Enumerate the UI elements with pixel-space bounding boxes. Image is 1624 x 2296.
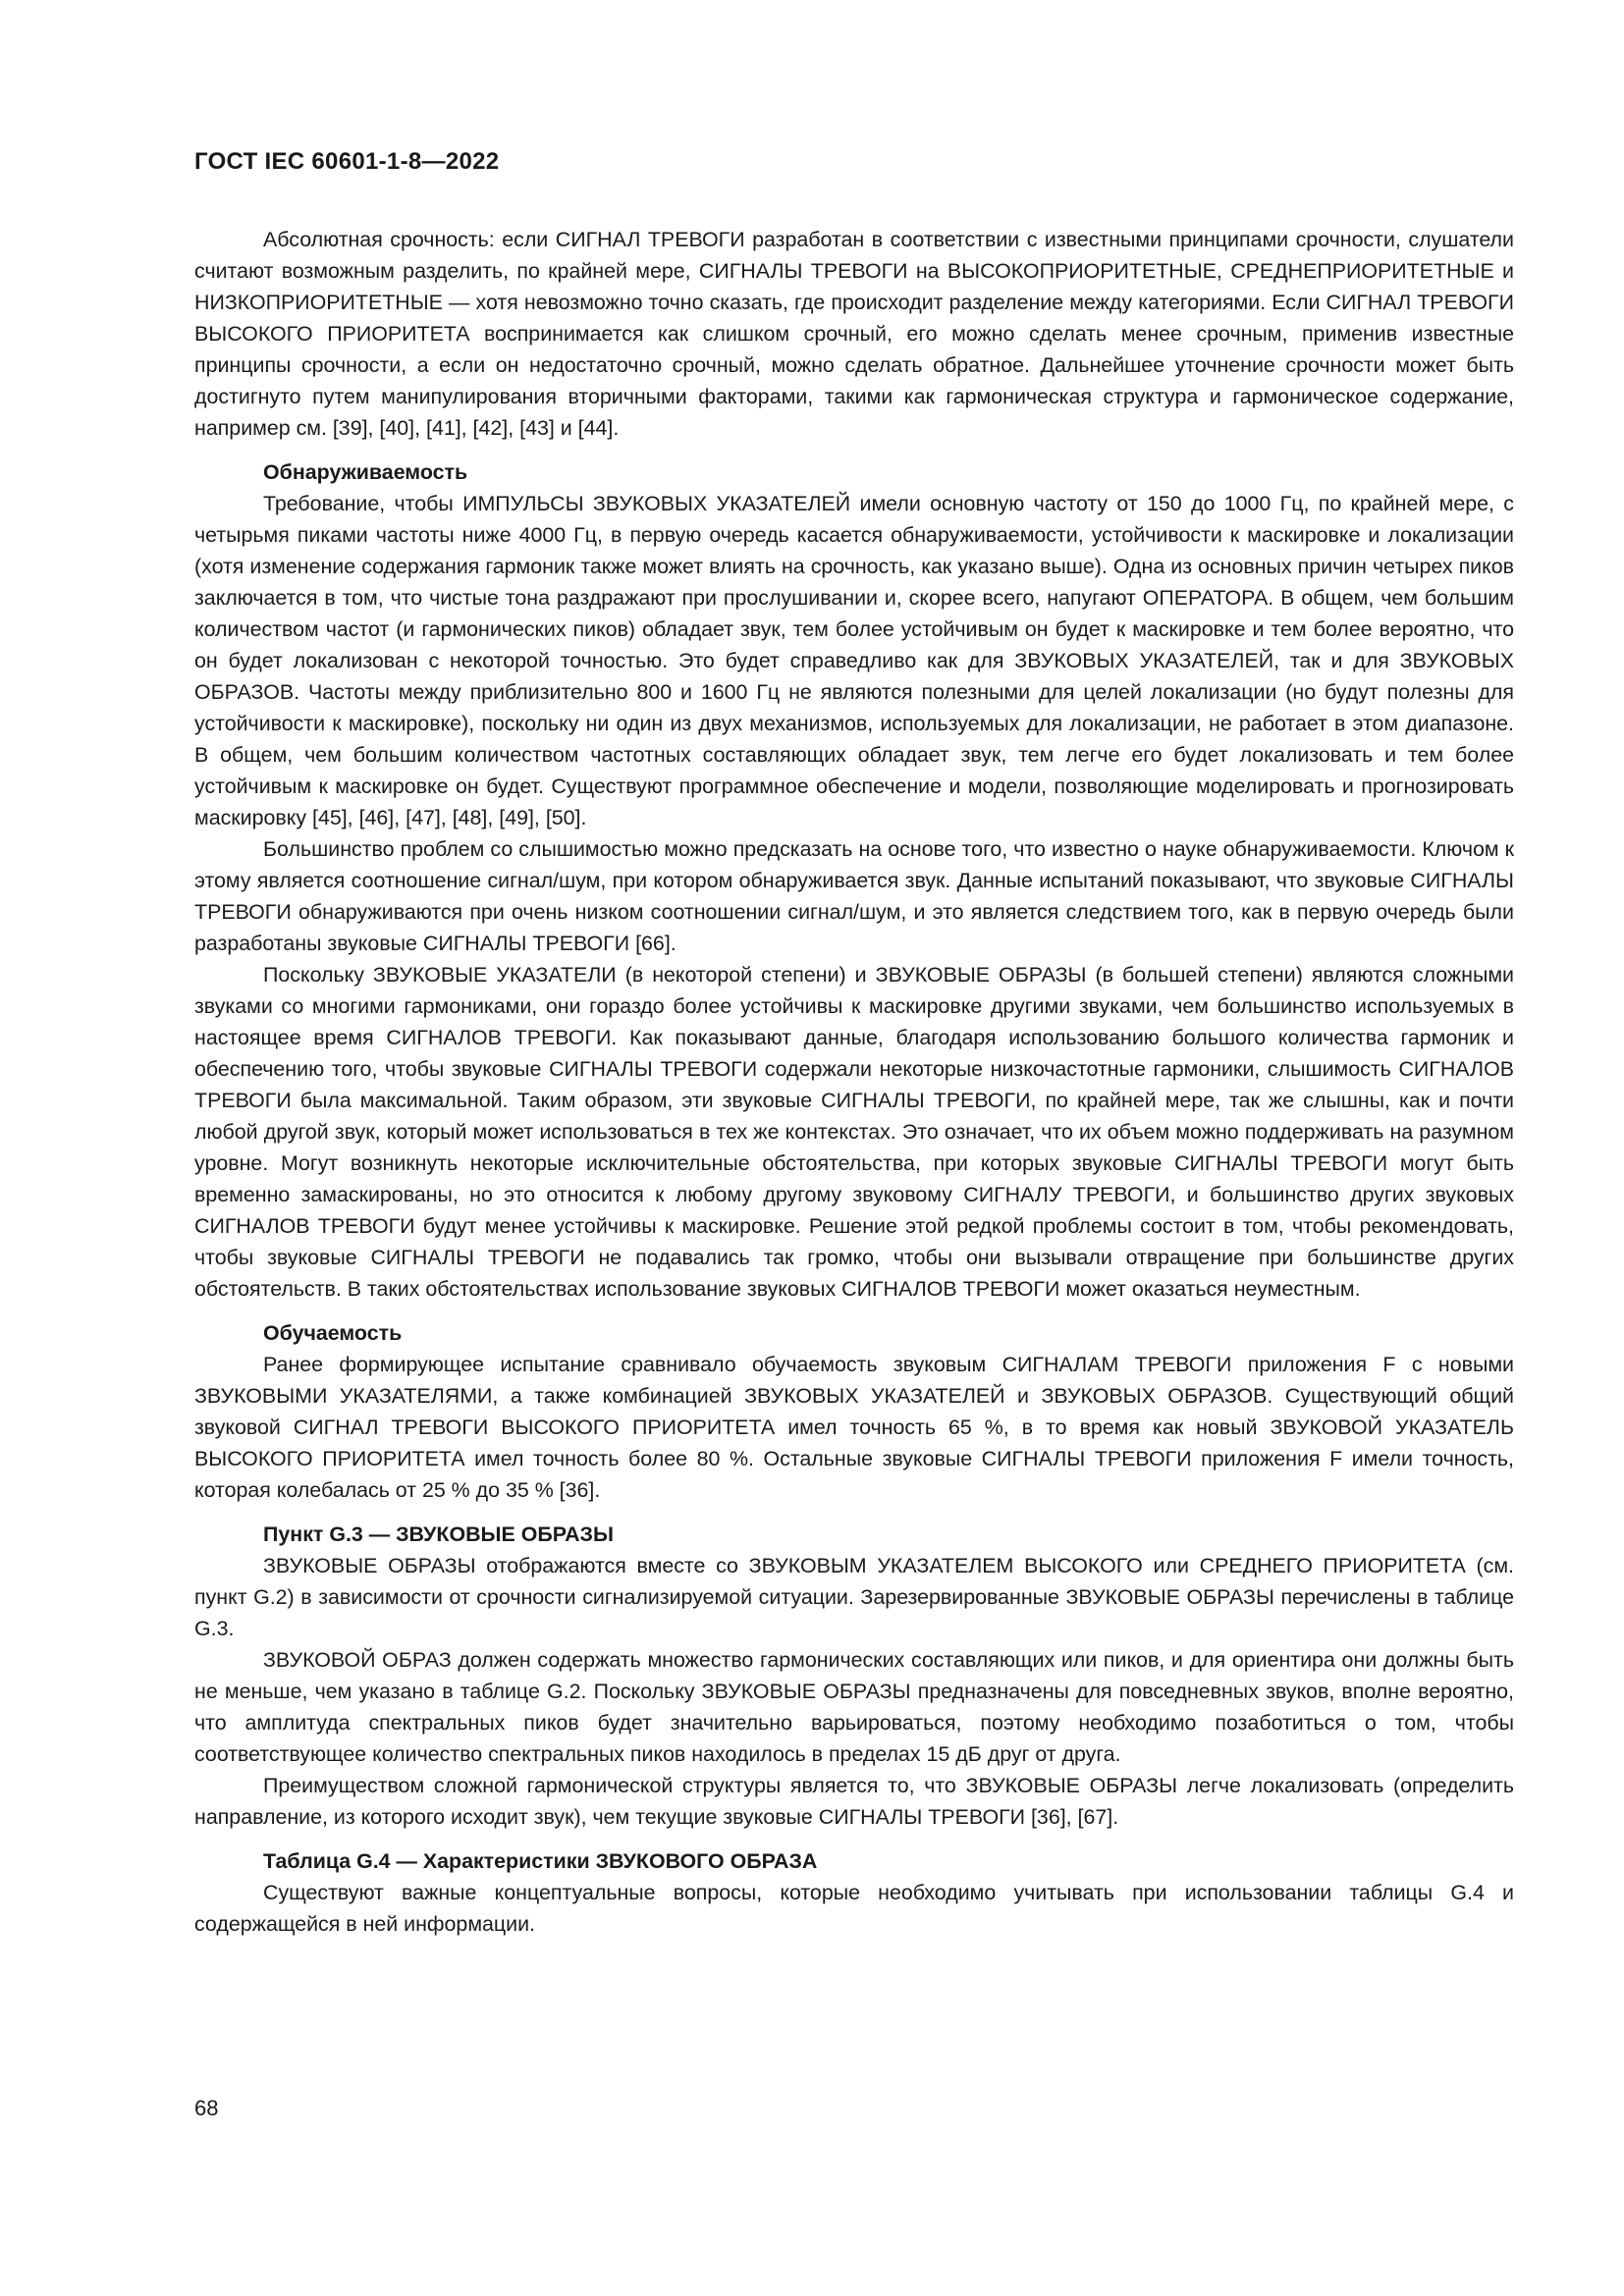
paragraph: Преимуществом сложной гармонической структуры является то, что ЗВУКОВЫЕ ОБРАЗЫ легче локализовать (определить направление, из которого исходит звук), чем текущие звуковые СИГНАЛЫ ТРЕВОГИ [36], [67]. bbox=[194, 1774, 1514, 1829]
paragraph: Абсолютная срочность: если СИГНАЛ ТРЕВОГИ разработан в соответствии с известными принципами срочности, слушатели считают возможным разделить, по крайней мере, СИГНАЛЫ ТРЕВОГИ на ВЫСОКОПРИОРИТЕТНЫЕ, СРЕДНЕПРИОРИТЕТНЫЕ и НИЗКОПРИОРИТЕТНЫЕ — хотя невозможно точно сказать, где происходит разделение между категориями. Если СИГНАЛ ТРЕВОГИ ВЫСОКОГО ПРИОРИТЕТА воспринимается как слишком срочный, его можно сделать менее срочным, применив известные принципы срочности, а если он недостаточно срочный, можно сделать обратное. Дальнейшее уточнение срочности может быть достигнуто путем манипулирования вторичными факторами, такими как гармоническая структура и гармоническое содержание, например см. [39], [40], [41], [42], [43] и [44]. bbox=[194, 228, 1514, 440]
paragraph: Существуют важные концептуальные вопросы, которые необходимо учитывать при использовании таблицы G.4 и содержащейся в ней информации. bbox=[194, 1881, 1514, 1936]
paragraph: ЗВУКОВЫЕ ОБРАЗЫ отображаются вместе со ЗВУКОВЫМ УКАЗАТЕЛЕМ ВЫСОКОГО или СРЕДНЕГО ПРИОРИТЕТА (см. пункт G.2) в зависимости от срочности сигнализируемой ситуации. Зарезервированные ЗВУКОВЫЕ ОБРАЗЫ перечислены в таблице G.3. bbox=[194, 1554, 1514, 1640]
section-heading-clause-g3: Пункт G.3 — ЗВУКОВЫЕ ОБРАЗЫ bbox=[263, 1522, 614, 1546]
section-heading-table-g4: Таблица G.4 — Характеристики ЗВУКОВОГО ОБРАЗА bbox=[263, 1849, 818, 1873]
paragraph: Большинство проблем со слышимостью можно предсказать на основе того, что известно о науке обнаруживаемости. Ключом к этому является соотношение сигнал/шум, при котором обнаруживается звук. Данные испытаний показывают, что звуковые СИГНАЛЫ ТРЕВОГИ обнаруживаются при очень низком соотношении сигнал/шум, и это является следствием того, как в первую очередь были разработаны звуковые СИГНАЛЫ ТРЕВОГИ [66]. bbox=[194, 837, 1514, 955]
section-heading-detectability: Обнаруживаемость bbox=[263, 460, 468, 484]
paragraph: Ранее формирующее испытание сравнивало обучаемость звуковым СИГНАЛАМ ТРЕВОГИ приложения F с новыми ЗВУКОВЫМИ УКАЗАТЕЛЯМИ, а также комбинацией ЗВУКОВЫХ УКАЗАТЕЛЕЙ и ЗВУКОВЫХ ОБРАЗОВ. Существующий общий звуковой СИГНАЛ ТРЕВОГИ ВЫСОКОГО ПРИОРИТЕТА имел точность 65 %, в то время как новый ЗВУКОВОЙ УКАЗАТЕЛЬ ВЫСОКОГО ПРИОРИТЕТА имел точность более 80 %. Остальные звуковые СИГНАЛЫ ТРЕВОГИ приложения F имели точность, которая колебалась от 25 % до 35 % [36]. bbox=[194, 1353, 1514, 1502]
document-code-header: ГОСТ IEC 60601-1-8—2022 bbox=[194, 148, 500, 175]
section-heading-learnability: Обучаемость bbox=[263, 1321, 403, 1345]
paragraph: Требование, чтобы ИМПУЛЬСЫ ЗВУКОВЫХ УКАЗАТЕЛЕЙ имели основную частоту от 150 до 1000 Гц, по крайней мере, с четырьмя пиками частоты ниже 4000 Гц, в первую очередь касается обнаруживаемости, устойчивости к маскировке и локализации (хотя изменение содержания гармоник также может влиять на срочность, как указано выше). Одна из основных причин четырех пиков заключается в том, что чистые тона раздражают при прослушивании и, скорее всего, напугают ОПЕРАТОРА. В общем, чем большим количеством частот (и гармонических пиков) обладает звук, тем более устойчивым он будет к маскировке и тем более вероятно, что он будет локализован с некоторой точностью. Это будет справедливо как для ЗВУКОВЫХ УКАЗАТЕЛЕЙ, так и для ЗВУКОВЫХ ОБРАЗОВ. Частоты между приблизительно 800 и 1600 Гц не являются полезными для целей локализации (но будут полезны для устойчивости к маскировке), поскольку ни один из двух механизмов, используемых для локализации, не работает в этом диапазоне. В общем, чем большим количеством частотных составляющих обладает звук, тем легче его будет локализовать и тем более устойчивым к маскировке он будет. Существуют программное обеспечение и модели, позволяющие моделировать и прогнозировать маскировку [45], [46], [47], [48], [49], [50]. bbox=[194, 492, 1514, 829]
paragraph: ЗВУКОВОЙ ОБРАЗ должен содержать множество гармонических составляющих или пиков, и для ориентира они должны быть не меньше, чем указано в таблице G.2. Поскольку ЗВУКОВЫЕ ОБРАЗЫ предназначены для повседневных звуков, вполне вероятно, что амплитуда спектральных пиков будет значительно варьироваться, поэтому необходимо позаботиться о том, чтобы соответствующее количество спектральных пиков находилось в пределах 15 дБ друг от друга. bbox=[194, 1648, 1514, 1766]
page-number: 68 bbox=[194, 2096, 219, 2120]
document-body bbox=[194, 224, 1514, 1940]
paragraph: Поскольку ЗВУКОВЫЕ УКАЗАТЕЛИ (в некоторой степени) и ЗВУКОВЫЕ ОБРАЗЫ (в большей степени) являются сложными звуками со многими гармониками, они гораздо более устойчивы к маскировке другими звуками, чем большинство используемых в настоящее время СИГНАЛОВ ТРЕВОГИ. Как показывают данные, благодаря использованию большого количества гармоник и обеспечению того, чтобы звуковые СИГНАЛЫ ТРЕВОГИ содержали некоторые низкочастотные гармоники, слышимость СИГНАЛОВ ТРЕВОГИ была максимальной. Таким образом, эти звуковые СИГНАЛЫ ТРЕВОГИ, по крайней мере, так же слышны, как и почти любой другой звук, который может использоваться в тех же контекстах. Это означает, что их объем можно поддерживать на разумном уровне. Могут возникнуть некоторые исключительные обстоятельства, при которых звуковые СИГНАЛЫ ТРЕВОГИ могут быть временно замаскированы, но это относится к любому другому звуковому СИГНАЛУ ТРЕВОГИ, и большинство других звуковых СИГНАЛОВ ТРЕВОГИ будут менее устойчивы к маскировке. Решение этой редкой проблемы состоит в том, чтобы рекомендовать, чтобы звуковые СИГНАЛЫ ТРЕВОГИ не подавались так громко, чтобы они вызывали отвращение при большинстве других обстоятельств. В таких обстоятельствах использование звуковых СИГНАЛОВ ТРЕВОГИ может оказаться неуместным. bbox=[194, 963, 1514, 1301]
